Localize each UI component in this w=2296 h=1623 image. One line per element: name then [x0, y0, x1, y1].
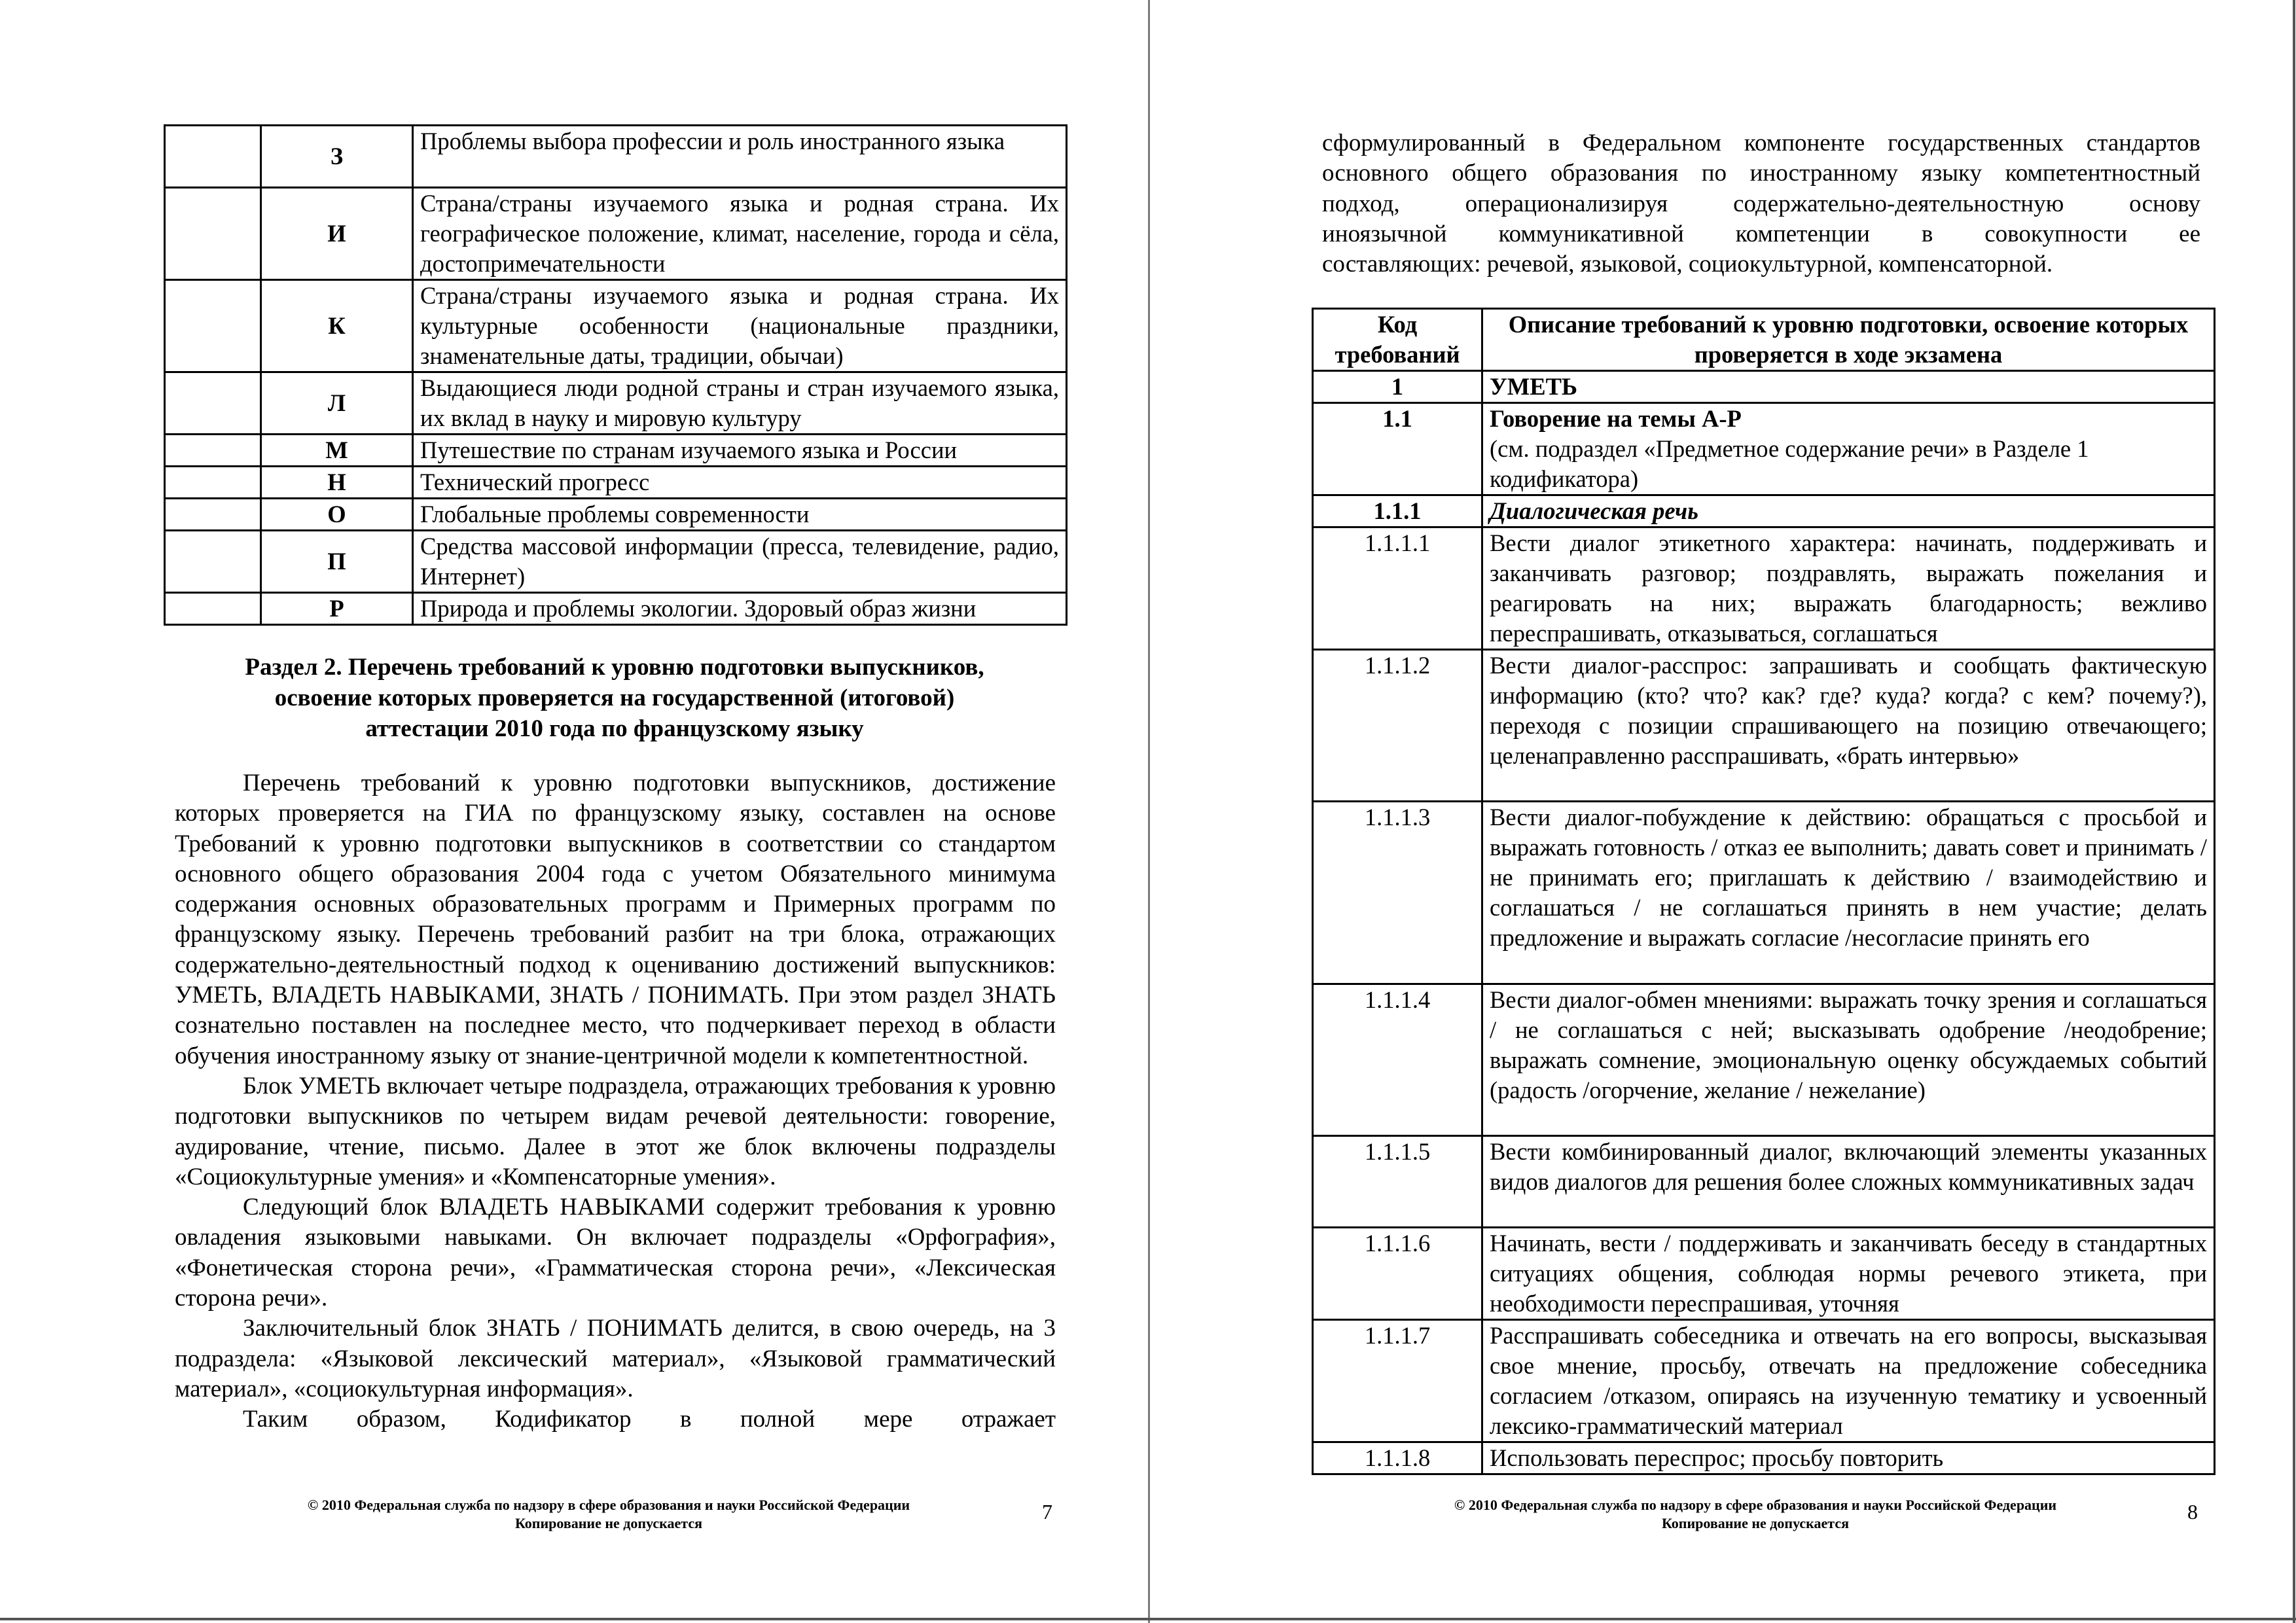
- topic-text: Страна/страны изучаемого языка и родная страна. Их культурные особенности (национальные праздники, знаменательные даты, традиции, обычаи): [413, 280, 1067, 372]
- req-code: 1.1.1.2: [1313, 650, 1482, 802]
- section-title: [164, 652, 1066, 744]
- table-row: [165, 188, 1067, 280]
- paragraph: Следующий блок ВЛАДЕТЬ НАВЫКАМИ содержит требования к уровню овладения языковыми навыками. Он включает подразделы «Орфография», «Фонетическая сторона речи», «Грамматическая сторона речи», «Лексическая сторона речи».: [175, 1194, 1056, 1312]
- empty-cell: [165, 126, 261, 188]
- req-text: (см. подраздел «Предметное содержание речи» в Разделе 1 кодификатора): [1490, 435, 2089, 492]
- intro-line: подход, операционализируя содержательно-деятельностную основу: [1322, 190, 2200, 217]
- page-footer: [255, 1496, 962, 1533]
- topic-text: Средства массовой информации (пресса, телевидение, радио, Интернет): [413, 531, 1067, 593]
- intro-paragraph: [1322, 128, 2200, 279]
- intro-line: иноязычной коммуникативной компетенции в совокупности ее: [1322, 220, 2200, 247]
- table-header-row: [1313, 309, 2215, 371]
- table-row: [1313, 650, 2215, 802]
- section-title-line: Раздел 2. Перечень требований к уровню подготовки выпускников,: [245, 654, 984, 681]
- paragraph: Перечень требований к уровню подготовки выпускников, достижение которых проверяется на ГИА по французскому языку, составлен на основе Требований к уровню подготовки выпускников в соответствии со стандартом основного общего образования 2004 года с учетом Обязательного минимума содержания основных образовательных программ и Примерных программ по французскому языку. Перечень требований разбит на три блока, отражающих содержательно-деятельностный подход к оцениванию достижений выпускников: УМЕТЬ, ВЛАДЕТЬ НАВЫКАМИ, ЗНАТЬ / ПОНИМАТЬ. При этом раздел ЗНАТЬ сознательно поставлен на последнее место, что подчеркивает переход в области обучения иностранному языку от знание-центричной модели к компетентностной.: [175, 770, 1056, 1069]
- frame-right-border: [2293, 0, 2295, 1623]
- section-title-line: освоение которых проверяется на государственной (итоговой): [274, 685, 955, 711]
- topic-letter: З: [261, 126, 413, 188]
- topic-letter: П: [261, 531, 413, 593]
- req-code: 1.1.1.7: [1313, 1320, 1482, 1442]
- paragraph: Блок УМЕТЬ включает четыре подраздела, отражающих требования к уровню подготовки выпускников по четырем видам речевой деятельности: говорение, аудирование, чтение, письмо. Далее в этот же блок включены подразделы «Социокультурные умения» и «Компенсаторные умения».: [175, 1072, 1056, 1190]
- req-code: 1.1.1.5: [1313, 1136, 1482, 1228]
- intro-line: сформулированный в Федеральном компоненте государственных стандартов: [1322, 130, 2200, 156]
- req-text: Вести комбинированный диалог, включающий элементы указанных видов диалогов для решения более сложных коммуникативных задач: [1482, 1136, 2215, 1228]
- copy-notice: Копирование не допускается: [514, 1515, 703, 1531]
- header-description: Описание требований к уровню подготовки, освоение которых проверяется в ходе экзамена: [1482, 309, 2215, 371]
- table-row: [165, 467, 1067, 499]
- empty-cell: [165, 280, 261, 372]
- topic-text: Проблемы выбора профессии и роль иностранного языка: [413, 126, 1067, 188]
- req-code: 1.1.1.1: [1313, 527, 1482, 650]
- empty-cell: [165, 593, 261, 625]
- topic-letter: К: [261, 280, 413, 372]
- topic-letter: М: [261, 435, 413, 467]
- intro-line: основного общего образования по иностранному языку компетентностный: [1322, 160, 2200, 187]
- topic-letter: О: [261, 499, 413, 531]
- req-code: 1.1.1: [1313, 495, 1482, 527]
- table-row: [1313, 403, 2215, 495]
- section-title-line: аттестации 2010 года по французскому языку: [365, 715, 864, 742]
- copyright-line: © 2010 Федеральная служба по надзору в сфере образования и науки Российской Федерации: [1454, 1497, 2057, 1513]
- empty-cell: [165, 467, 261, 499]
- page-footer: [1402, 1496, 2109, 1533]
- frame-bottom-border: [0, 1618, 2296, 1620]
- table-row: [1313, 371, 2215, 403]
- table-row: [1313, 1136, 2215, 1228]
- table-row: [1313, 495, 2215, 527]
- copyright-line: © 2010 Федеральная служба по надзору в сфере образования и науки Российской Федерации: [307, 1497, 910, 1513]
- empty-cell: [165, 435, 261, 467]
- req-text: Начинать, вести / поддерживать и заканчивать беседу в стандартных ситуациях общения, соблюдая нормы речевого этикета, при необходимости переспрашивая, уточняя: [1482, 1228, 2215, 1320]
- table-row: [1313, 527, 2215, 650]
- table-row: [1313, 1228, 2215, 1320]
- topic-text: Выдающиеся люди родной страны и стран изучаемого языка, их вклад в науку и мировую культуру: [413, 372, 1067, 435]
- table-row: [165, 372, 1067, 435]
- req-cell: [1482, 403, 2215, 495]
- table-row: [165, 126, 1067, 188]
- table-row: [165, 531, 1067, 593]
- req-text: УМЕТЬ: [1482, 371, 2215, 403]
- req-code: 1.1.1.4: [1313, 984, 1482, 1136]
- topic-letter: Л: [261, 372, 413, 435]
- table-row: [165, 499, 1067, 531]
- empty-cell: [165, 372, 261, 435]
- topic-letter: И: [261, 188, 413, 280]
- empty-cell: [165, 188, 261, 280]
- table-row: [1313, 984, 2215, 1136]
- table-row: [165, 593, 1067, 625]
- req-code: 1.1.1.3: [1313, 802, 1482, 984]
- req-code: 1.1: [1313, 403, 1482, 495]
- topics-table: [164, 124, 1067, 626]
- table-row: [165, 435, 1067, 467]
- table-row: [1313, 802, 2215, 984]
- topic-text: Путешествие по странам изучаемого языка и России: [413, 435, 1067, 467]
- header-code: Код требований: [1313, 309, 1482, 371]
- paragraph: Заключительный блок ЗНАТЬ / ПОНИМАТЬ делится, в свою очередь, на 3 подраздела: «Языковой лексический материал», «Языковой грамматический материал», «социокультурная информация».: [175, 1315, 1056, 1402]
- req-text: Вести диалог-побуждение к действию: обращаться с просьбой и выражать готовность / отказ ее выполнить; давать совет и принимать / не принимать его; приглашать к действию / взаимодействию и соглашаться / не соглашаться принять в нем участие; делать предложение и выражать согласие /несогласие принять его: [1482, 802, 2215, 984]
- page-number: 7: [1042, 1500, 1052, 1524]
- copy-notice: Копирование не допускается: [1661, 1515, 1850, 1531]
- req-text: Расспрашивать собеседника и отвечать на его вопросы, высказывая свое мнение, просьбу, отвечать на предложение собеседника согласием /отказом, опираясь на изученную тематику и усвоенный лексико-грамматический материал: [1482, 1320, 2215, 1442]
- topic-text: Страна/страны изучаемого языка и родная страна. Их географическое положение, климат, население, города и сёла, достопримечательности: [413, 188, 1067, 280]
- table-row: [1313, 1320, 2215, 1442]
- req-code: 1.1.1.8: [1313, 1442, 1482, 1474]
- intro-line: составляющих: речевой, языковой, социокультурной, компенсаторной.: [1322, 251, 2053, 278]
- topic-text: Технический прогресс: [413, 467, 1067, 499]
- req-title: Говорение на темы А-Р: [1490, 405, 1742, 432]
- topic-letter: Н: [261, 467, 413, 499]
- req-code: 1.1.1.6: [1313, 1228, 1482, 1320]
- req-text: Диалогическая речь: [1482, 495, 2215, 527]
- paragraph: Таким образом, Кодификатор в полной мере отражает: [243, 1406, 1056, 1433]
- empty-cell: [165, 531, 261, 593]
- topic-text: Глобальные проблемы современности: [413, 499, 1067, 531]
- table-row: [165, 280, 1067, 372]
- req-text: Вести диалог-обмен мнениями: выражать точку зрения и соглашаться / не соглашаться с ней; высказывать одобрение /неодобрение; выражать сомнение, эмоциональную оценку обсуждаемых событий (радость /огорчение, желание / нежелание): [1482, 984, 2215, 1136]
- req-code: 1: [1313, 371, 1482, 403]
- requirements-table: [1312, 308, 2215, 1475]
- page-number: 8: [2187, 1500, 2198, 1524]
- topic-text: Природа и проблемы экологии. Здоровый образ жизни: [413, 593, 1067, 625]
- table-row: [1313, 1442, 2215, 1474]
- page-right: [1150, 0, 2296, 1623]
- req-text: Использовать переспрос; просьбу повторить: [1482, 1442, 2215, 1474]
- req-text: Вести диалог этикетного характера: начинать, поддерживать и заканчивать разговор; поздравлять, выражать пожелания и реагировать на них; выражать благодарность; вежливо переспрашивать, отказываться, соглашаться: [1482, 527, 2215, 650]
- empty-cell: [165, 499, 261, 531]
- topic-letter: Р: [261, 593, 413, 625]
- req-text: Вести диалог-расспрос: запрашивать и сообщать фактическую информацию (кто? что? как? где? куда? когда? с кем? почему?), переходя с позиции спрашивающего на позицию отвечающего; целенаправленно расспрашивать, «брать интервью»: [1482, 650, 2215, 802]
- body-text: [175, 768, 1056, 1435]
